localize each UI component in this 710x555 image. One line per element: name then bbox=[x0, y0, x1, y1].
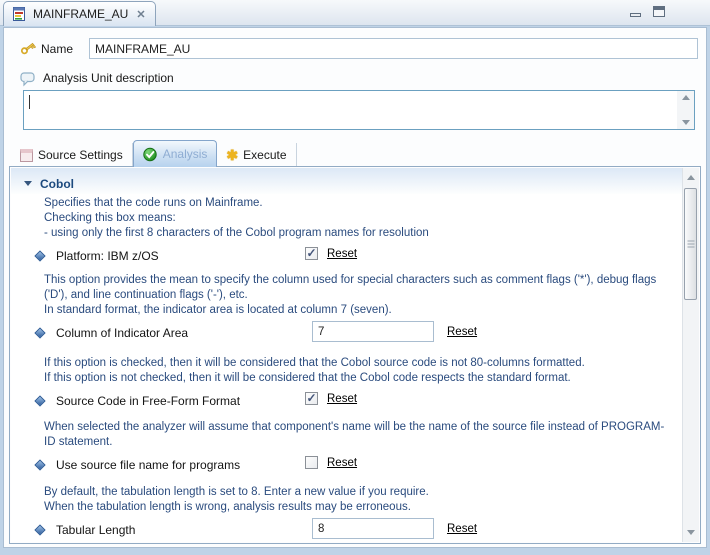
option-row-source-file-name bbox=[23, 455, 676, 477]
tabular-length-reset-link[interactable]: Reset bbox=[447, 522, 478, 535]
option-row-platform bbox=[23, 246, 676, 268]
tab-execute[interactable] bbox=[217, 143, 296, 167]
indicator-reset-link[interactable]: Reset bbox=[447, 325, 478, 338]
scroll-up-icon[interactable] bbox=[682, 95, 690, 100]
blue-diamond-icon bbox=[34, 395, 45, 406]
close-icon[interactable]: ✕ bbox=[136, 8, 146, 21]
text-cursor bbox=[29, 95, 30, 109]
free-form-checkbox[interactable] bbox=[305, 392, 318, 405]
settings-tabs bbox=[11, 140, 297, 167]
option-description: By default, the tabulation length is set to 8. Enter a new value if you require. When the tabulation length is wrong, analysis results may be erroneous. bbox=[44, 486, 429, 513]
option-row-indicator-column bbox=[23, 323, 676, 347]
collapse-arrow-icon bbox=[24, 181, 32, 186]
free-form-reset-link[interactable]: Reset bbox=[327, 392, 358, 405]
execute-icon: ✱ bbox=[226, 146, 239, 163]
option-row-free-form bbox=[23, 391, 676, 413]
checkmark-icon: ✓ bbox=[306, 390, 317, 405]
option-label: Source Code in Free-Form Format bbox=[56, 394, 241, 408]
cobol-section-header[interactable] bbox=[23, 175, 676, 192]
platform-reset-link[interactable]: Reset bbox=[327, 247, 358, 260]
source-settings-icon bbox=[20, 149, 33, 162]
option-description: Specifies that the code runs on Mainframe. Checking this box means: - using only the first 8 characters of the Cobol program names for resolution bbox=[44, 197, 429, 239]
tabular-length-input[interactable] bbox=[312, 518, 434, 539]
analysis-check-icon bbox=[143, 147, 158, 162]
section-title: Cobol bbox=[40, 176, 74, 191]
option-description: If this option is checked, then it will be considered that the Cobol source code is not 80-columns formatted. If this option is not checked, then it will be considered that the Cobol code respects the standard format. bbox=[44, 357, 585, 384]
option-description: This option provides the mean to specify the column used for special characters such as comment flags ('*'), debug flags ('D'), and line continuation flags ('-'), etc. In standard format, the indicator area is located at column 7 (seven). bbox=[44, 274, 657, 316]
description-label: Analysis Unit description bbox=[43, 71, 174, 85]
option-description: When selected the analyzer will assume that component's name will be the name of the source file instead of PROGRAM- ID statement. bbox=[44, 421, 665, 448]
blue-diamond-icon bbox=[34, 524, 45, 535]
option-label: Platform: IBM z/OS bbox=[56, 249, 159, 263]
tab-analysis-label: Analysis bbox=[162, 147, 208, 161]
key-icon bbox=[19, 39, 37, 57]
editor-tab-mainframe-au[interactable] bbox=[3, 1, 156, 26]
checkmark-icon: ✓ bbox=[306, 245, 317, 260]
name-input[interactable] bbox=[89, 38, 698, 59]
panel-content bbox=[11, 168, 682, 542]
name-label: Name bbox=[41, 42, 74, 56]
description-field-wrap bbox=[23, 90, 695, 130]
minimize-icon[interactable] bbox=[630, 13, 641, 17]
editor-tab-bar bbox=[0, 0, 710, 26]
editor-tab-title: MAINFRAME_AU bbox=[33, 7, 129, 21]
option-row-tabular-length bbox=[23, 520, 676, 542]
name-row bbox=[4, 38, 706, 60]
use-source-file-name-checkbox[interactable] bbox=[305, 456, 318, 469]
option-label: Tabular Length bbox=[56, 523, 136, 537]
scroll-down-icon bbox=[687, 530, 695, 535]
tab-source-settings[interactable] bbox=[11, 143, 133, 167]
scroll-up-icon bbox=[687, 175, 695, 180]
analysis-unit-icon bbox=[11, 6, 27, 22]
blue-diamond-icon bbox=[34, 459, 45, 470]
description-scrollbar[interactable] bbox=[677, 91, 694, 129]
blue-diamond-icon bbox=[34, 250, 45, 261]
tab-source-settings-label: Source Settings bbox=[38, 148, 123, 162]
scroll-down-icon[interactable] bbox=[682, 120, 690, 125]
maximize-icon[interactable] bbox=[653, 6, 665, 17]
option-label: Column of Indicator Area bbox=[56, 326, 189, 340]
comment-bubble-icon bbox=[19, 70, 37, 88]
scrollbar-grip bbox=[687, 241, 694, 248]
editor-body bbox=[3, 27, 707, 548]
blue-diamond-icon bbox=[34, 327, 45, 338]
scrollbar-thumb[interactable] bbox=[684, 188, 697, 300]
platform-checkbox[interactable] bbox=[305, 247, 318, 260]
column-of-indicator-area-input[interactable] bbox=[312, 321, 434, 342]
analysis-settings-panel bbox=[9, 166, 701, 544]
tab-execute-label: Execute bbox=[243, 148, 287, 162]
source-file-name-reset-link[interactable]: Reset bbox=[327, 456, 358, 469]
scroll-up-button[interactable] bbox=[683, 170, 699, 185]
scroll-down-button[interactable] bbox=[683, 525, 699, 540]
option-label: Use source file name for programs bbox=[56, 458, 241, 472]
description-textarea[interactable] bbox=[23, 90, 695, 130]
panel-scrollbar[interactable] bbox=[682, 168, 699, 542]
tab-analysis[interactable] bbox=[133, 140, 218, 167]
